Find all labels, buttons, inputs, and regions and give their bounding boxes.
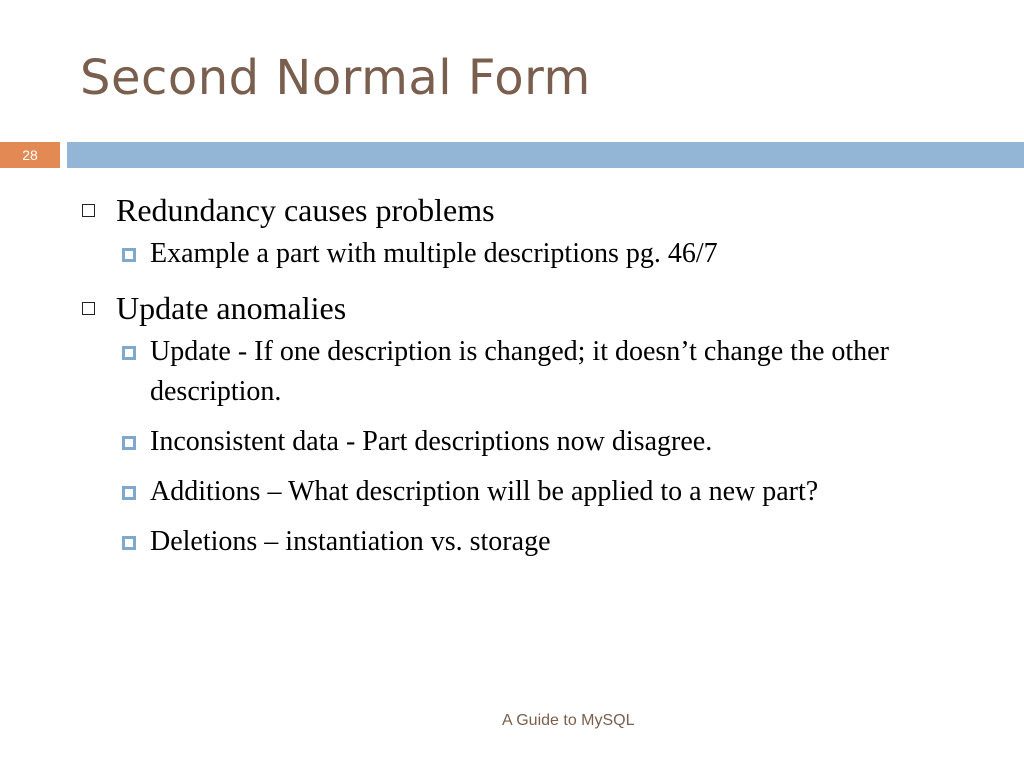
sub-bullet-item xyxy=(80,234,964,274)
sub-bullet-text: Deletions – instantiation vs. storage xyxy=(150,526,551,557)
sub-bullet-text: Additions – What description will be applied to a new part? xyxy=(150,476,819,507)
bullet-text: Redundancy causes problems xyxy=(116,192,495,228)
sub-bullet-item xyxy=(80,422,964,462)
framed-square-icon xyxy=(122,248,136,262)
sub-bullet-list xyxy=(80,234,964,274)
framed-square-icon xyxy=(122,536,136,550)
sub-bullet-item xyxy=(80,332,964,412)
framed-square-icon xyxy=(122,436,136,450)
framed-square-icon xyxy=(122,346,136,360)
hollow-square-icon xyxy=(82,204,95,217)
sub-bullet-item xyxy=(80,472,964,512)
hollow-square-icon xyxy=(82,302,95,315)
sub-bullet-text: Inconsistent data - Part descriptions now disagree. xyxy=(150,426,713,457)
bullet-item xyxy=(80,288,964,328)
slide-footer: A Guide to MySQL xyxy=(502,712,635,729)
framed-square-icon xyxy=(122,486,136,500)
slide-content xyxy=(80,190,964,576)
slide-number-badge: 28 xyxy=(0,142,60,168)
bullet-text: Update anomalies xyxy=(116,290,347,326)
sub-bullet-list xyxy=(80,332,964,562)
sub-bullet-text: Example a part with multiple descriptions pg. 46/7 xyxy=(150,238,718,269)
title-accent-bar xyxy=(67,142,1024,168)
sub-bullet-text: Update - If one description is changed; it doesn’t change the other description. xyxy=(150,336,889,407)
slide-title: Second Normal Form xyxy=(80,50,591,106)
sub-bullet-item xyxy=(80,522,964,562)
bullet-item xyxy=(80,190,964,230)
